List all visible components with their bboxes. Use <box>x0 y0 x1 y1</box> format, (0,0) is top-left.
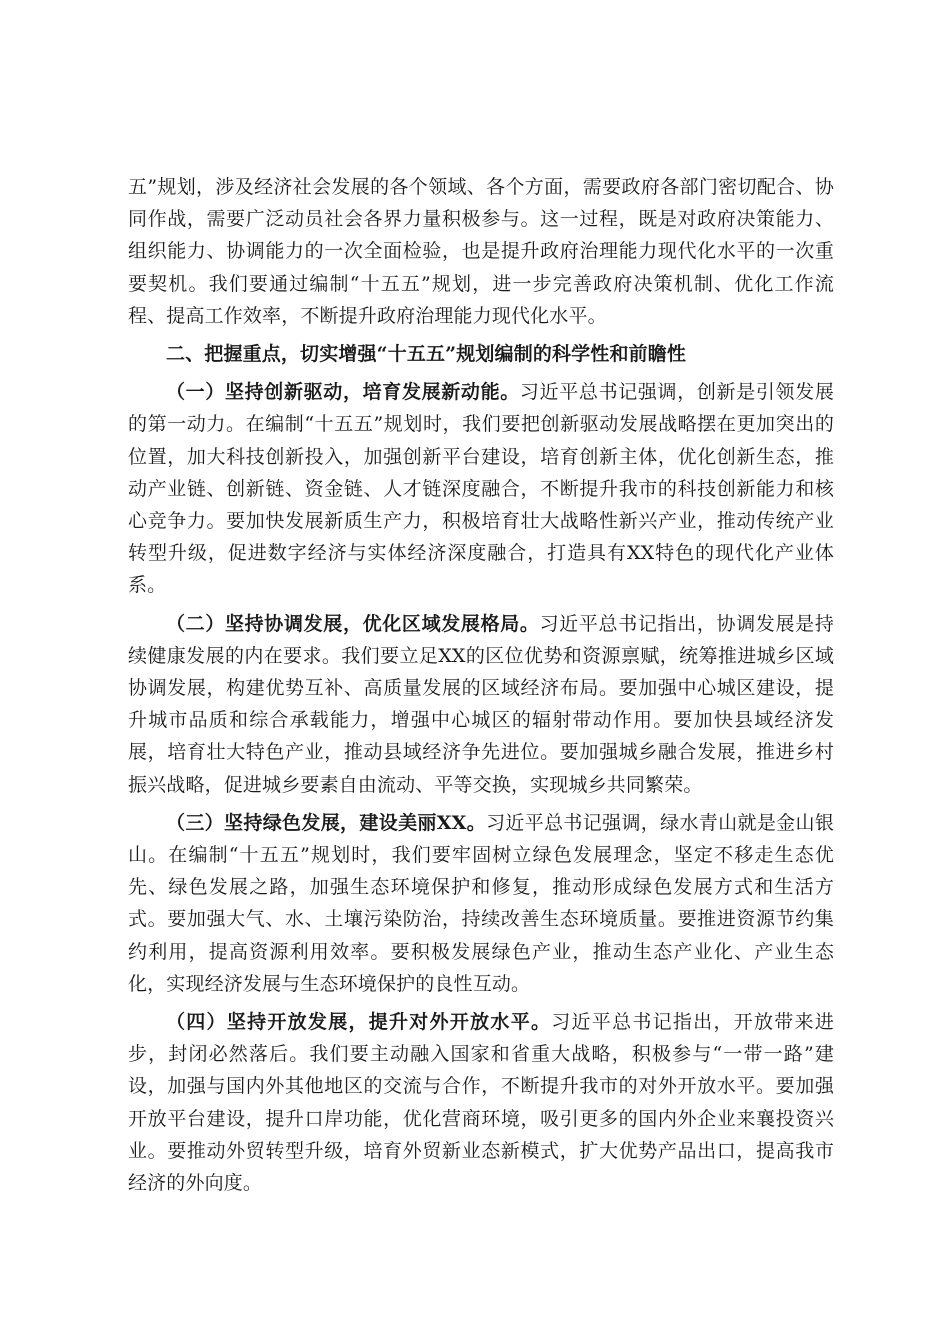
paragraph-lead: （一）坚持创新驱动，培育发展新动能。 <box>166 381 520 404</box>
paragraph-continuation <box>128 171 834 332</box>
paragraph-lead: （四）坚持开放发展，提升对外开放水平。 <box>166 1011 552 1034</box>
paragraph-coordination <box>128 608 834 801</box>
paragraph-body: 习近平总书记指出，开放带来进步，封闭必然落后。我们要主动融入国家和省重大战略，积极参与“一带一路”建设，加强与国内外其他地区的交流与合作，不断提升我市的对外开放水平。要加强开放平台建设，提升口岸功能，优化营商环境，吸引更多的国内外企业来襄投资兴业。要推动外贸转型升级，培育外贸新业态新模式，扩大优势产品出口，提高我市经济的外向度。 <box>128 1011 834 1195</box>
paragraph-green <box>128 807 834 1000</box>
paragraph-body: 五”规划，涉及经济社会发展的各个领域、各个方面，需要政府各部门密切配合、协同作战，需要广泛动员社会各界力量积极参与。这一过程，既是对政府决策能力、组织能力、协调能力的一次全面检验，也是提升政府治理能力现代化水平的一次重要契机。我们要通过编制“十五五”规划，进一步完善政府决策机制、优化工作流程、提高工作效率，不断提升政府治理能力现代化水平。 <box>128 176 834 327</box>
paragraph-body: 习近平总书记强调，绿水青山就是金山银山。在编制“十五五”规划时，我们要牢固树立绿色发展理念，坚定不移走生态优先、绿色发展之路，加强生态环境保护和修复，推动形成绿色发展方式和生活方式。要加强大气、水、土壤污染防治，持续改善生态环境质量。要推进资源节约集约利用，提高资源利用效率。要积极发展绿色产业，推动生态产业化、产业生态化，实现经济发展与生态环境保护的良性互动。 <box>128 811 834 995</box>
section-heading: 二、把握重点，切实增强“十五五”规划编制的科学性和前瞻性 <box>166 343 687 366</box>
paragraph-lead: （三）坚持绿色发展，建设美丽XX。 <box>166 811 487 834</box>
paragraph-innovation <box>128 376 834 601</box>
document-page <box>128 171 834 1205</box>
paragraph-lead: （二）坚持协调发展，优化区域发展格局。 <box>166 612 540 635</box>
paragraph-opening <box>128 1006 834 1199</box>
paragraph-body: 习近平总书记指出，协调发展是持续健康发展的内在要求。我们要立足XX的区位优势和资源禀赋，统筹推进城乡区域协调发展，构建优势互补、高质量发展的区域经济布局。要加强中心城区建设，提升城市品质和综合承载能力，增强中心城区的辐射带动作用。要加快县域经济发展，培育壮大特色产业，推动县域经济争先进位。要加强城乡融合发展，推进乡村振兴战略，促进城乡要素自由流动、平等交换，实现城乡共同繁荣。 <box>128 612 834 796</box>
paragraph-body: 习近平总书记强调，创新是引领发展的第一动力。在编制“十五五”规划时，我们要把创新驱动发展战略摆在更加突出的位置，加大科技创新投入，加强创新平台建设，培育创新主体，优化创新生态，推动产业链、创新链、资金链、人才链深度融合，不断提升我市的科技创新能力和核心竞争力。要加快发展新质生产力，积极培育壮大战略性新兴产业，推动传统产业转型升级，促进数字经济与实体经济深度融合，打造具有XX特色的现代化产业体系。 <box>128 381 835 597</box>
